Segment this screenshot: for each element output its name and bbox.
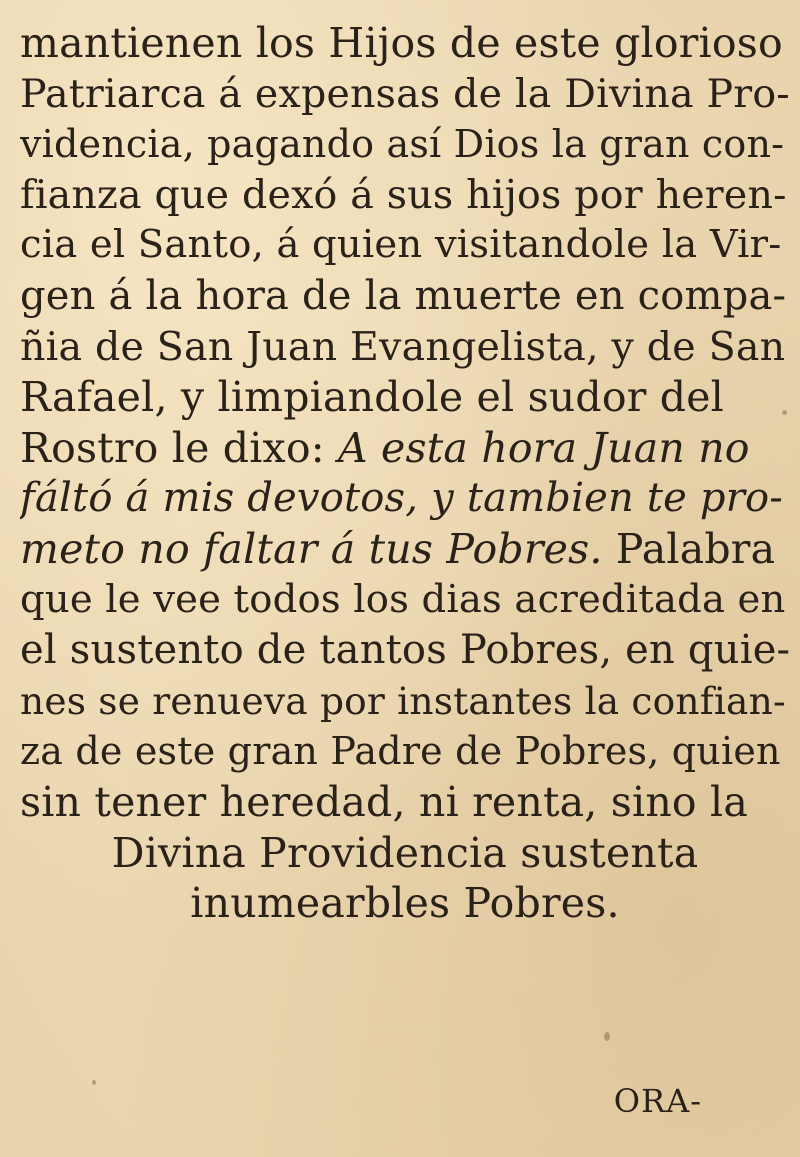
text-line [20, 322, 790, 373]
text-line [20, 575, 790, 626]
text-run: Patriarca á expensas de la Divina Pro- [20, 70, 790, 117]
text-run: Rostro le dixo: [20, 423, 339, 472]
text-line [20, 878, 790, 929]
text-line [20, 170, 790, 221]
text-run: Rafael, y limpiandole el sudor del [20, 373, 725, 422]
italic-text-run: A esta hora Juan no [338, 423, 750, 472]
text-line [20, 423, 790, 474]
text-line [20, 524, 790, 575]
body-text [20, 18, 790, 929]
text-run: ñia de San Juan Evangelista, y de San [20, 323, 786, 370]
ink-speck [604, 1032, 610, 1041]
text-line [20, 119, 790, 170]
text-line [20, 625, 790, 676]
ink-speck [782, 410, 787, 415]
text-run: Palabra [602, 524, 776, 573]
text-line [20, 726, 790, 777]
text-run: gen á la hora de la muerte en compa- [20, 272, 787, 319]
ink-speck [92, 1080, 96, 1085]
text-run: inumearbles Pobres. [190, 879, 620, 928]
text-run: videncia, pagando así Dios la gran con- [20, 122, 785, 167]
catchword: ORA- [613, 1082, 702, 1120]
text-line [20, 271, 790, 322]
text-run: Divina Providencia sustenta [111, 828, 699, 877]
italic-text-run: meto no faltar á tus Pobres. [20, 524, 603, 573]
text-run: cia el Santo, á quien visitandole la Vir- [20, 222, 782, 268]
text-line [20, 372, 790, 423]
text-run: que le vee todos los dias acreditada en [20, 576, 786, 622]
text-run: za de este gran Padre de Pobres, quien [20, 729, 781, 774]
text-run: el sustento de tantos Pobres, en quie- [20, 627, 790, 674]
text-run: nes se renueva por instantes la confian- [20, 678, 786, 723]
text-run: mantienen los Hijos de este glorioso [20, 19, 783, 67]
text-line [20, 220, 790, 271]
text-line [20, 18, 790, 69]
text-line [20, 676, 790, 727]
text-run: fianza que dexó á sus hijos por heren- [20, 171, 787, 218]
text-line [20, 777, 790, 828]
text-run: sin tener heredad, ni renta, sino la [20, 777, 749, 826]
text-line [20, 828, 790, 879]
italic-text-run: fáltó á mis devotos, y tambien te pro- [20, 475, 784, 522]
text-line [20, 69, 790, 120]
text-line [20, 473, 790, 524]
